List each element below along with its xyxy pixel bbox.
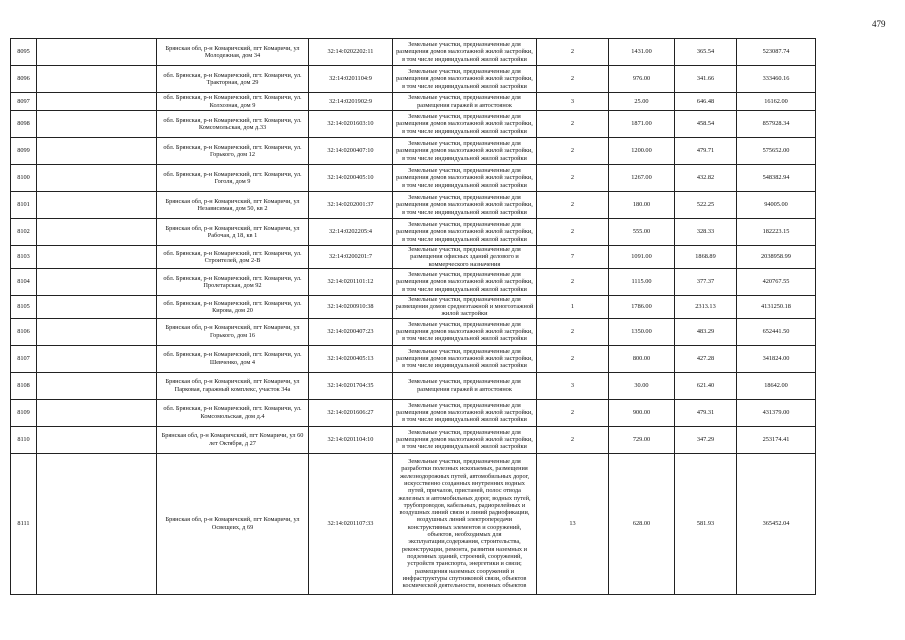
cadastral-number-cell: 32:14:0201606:27 xyxy=(309,399,393,426)
spacer-cell xyxy=(37,93,157,111)
cadastral-number-cell: 32:14:0201107:33 xyxy=(309,453,393,594)
land-use-cell: Земельные участки, предназначенные для размещения гаражей и автостоянок xyxy=(393,372,537,399)
cadastral-number-cell: 32:14:0202202:11 xyxy=(309,39,393,66)
spacer-cell xyxy=(37,372,157,399)
specific-value-cell: 427.28 xyxy=(675,345,737,372)
cadastral-number-cell: 32:14:0200201:7 xyxy=(309,246,393,269)
group-number-cell: 2 xyxy=(537,111,609,138)
row-number: 8103 xyxy=(11,246,37,269)
table-row xyxy=(11,219,816,246)
address-cell: Брянская обл, р-н Комаричский, пгт Комаричи, ул Рабочая, д 18, кв 1 xyxy=(157,219,309,246)
group-number-cell: 2 xyxy=(537,138,609,165)
table-row xyxy=(11,295,816,318)
table-row xyxy=(11,246,816,269)
land-use-cell: Земельные участки, предназначенные для размещения домов малоэтажной жилой застройки, в том числе индивидуальной жилой застройки xyxy=(393,268,537,295)
specific-value-cell: 2313.13 xyxy=(675,295,737,318)
row-number: 8105 xyxy=(11,295,37,318)
page-number: 479 xyxy=(872,19,886,29)
land-use-cell: Земельные участки, предназначенные для размещения гаражей и автостоянок xyxy=(393,93,537,111)
land-use-cell: Земельные участки, предназначенные для размещения домов малоэтажной жилой застройки, в том числе индивидуальной жилой застройки xyxy=(393,165,537,192)
area-cell: 729.00 xyxy=(609,426,675,453)
land-use-cell: Земельные участки, предназначенные для размещения домов малоэтажной жилой застройки, в том числе индивидуальной жилой застройки xyxy=(393,192,537,219)
land-use-cell: Земельные участки, предназначенные для размещения домов малоэтажной жилой застройки, в том числе индивидуальной жилой застройки xyxy=(393,66,537,93)
cadastral-number-cell: 32:14:0201101:12 xyxy=(309,268,393,295)
address-cell: Брянская обл, р-н Комаричский, пгт Комаричи, ул Независимая, дом 50, кв 2 xyxy=(157,192,309,219)
land-use-cell: Земельные участки, предназначенные для размещения домов малоэтажной жилой застройки, в том числе индивидуальной жилой застройки xyxy=(393,39,537,66)
specific-value-cell: 1868.89 xyxy=(675,246,737,269)
table-row xyxy=(11,372,816,399)
area-cell: 1431.00 xyxy=(609,39,675,66)
spacer-cell xyxy=(37,453,157,594)
area-cell: 1091.00 xyxy=(609,246,675,269)
area-cell: 900.00 xyxy=(609,399,675,426)
cadastral-value-cell: 2038958.99 xyxy=(737,246,816,269)
address-cell: обл. Брянская, р-н Комаричский, пгт. Комаричи, ул. Пролетарская, дом 92 xyxy=(157,268,309,295)
area-cell: 628.00 xyxy=(609,453,675,594)
specific-value-cell: 328.33 xyxy=(675,219,737,246)
table-row xyxy=(11,453,816,594)
row-number: 8102 xyxy=(11,219,37,246)
row-number: 8108 xyxy=(11,372,37,399)
cadastral-number-cell: 32:14:0201902:9 xyxy=(309,93,393,111)
cadastral-number-cell: 32:14:0200405:13 xyxy=(309,345,393,372)
land-use-cell: Земельные участки, предназначенные для размещения офисных зданий делового и коммерческого назначения xyxy=(393,246,537,269)
address-cell: Брянская обл, р-н Комаричский, пгт Комаричи, ул Молодежная, дом 34 xyxy=(157,39,309,66)
cadastral-value-cell: 333460.16 xyxy=(737,66,816,93)
land-use-cell: Земельные участки, предназначенные для размещения домов малоэтажной жилой застройки, в том числе индивидуальной жилой застройки xyxy=(393,399,537,426)
area-cell: 1786.00 xyxy=(609,295,675,318)
cadastral-value-cell: 431379.00 xyxy=(737,399,816,426)
address-cell: обл. Брянская, р-н Комаричский, пгт. Комаричи, ул. Гоголя, дом 9 xyxy=(157,165,309,192)
row-number: 8110 xyxy=(11,426,37,453)
specific-value-cell: 479.71 xyxy=(675,138,737,165)
cadastral-number-cell: 32:14:0200407:23 xyxy=(309,318,393,345)
cadastral-number-cell: 32:14:0201104:9 xyxy=(309,66,393,93)
cadastral-value-cell: 253174.41 xyxy=(737,426,816,453)
area-cell: 555.00 xyxy=(609,219,675,246)
land-use-cell: Земельные участки, предназначенные для размещения домов малоэтажной жилой застройки, в том числе индивидуальной жилой застройки xyxy=(393,318,537,345)
address-cell: обл. Брянская, р-н Комаричский, пгт. Комаричи, ул. Комсомольская, дом д.4 xyxy=(157,399,309,426)
area-cell: 976.00 xyxy=(609,66,675,93)
specific-value-cell: 458.54 xyxy=(675,111,737,138)
spacer-cell xyxy=(37,66,157,93)
cadastral-number-cell: 32:14:0202205:4 xyxy=(309,219,393,246)
specific-value-cell: 365.54 xyxy=(675,39,737,66)
table-body xyxy=(11,39,816,595)
area-cell: 1115.00 xyxy=(609,268,675,295)
cadastral-value-table xyxy=(10,38,816,595)
specific-value-cell: 377.37 xyxy=(675,268,737,295)
group-number-cell: 2 xyxy=(537,192,609,219)
row-number: 8109 xyxy=(11,399,37,426)
cadastral-value-cell: 94005.00 xyxy=(737,192,816,219)
address-cell: Брянская обл, р-н Комаричский, пгт Комаричи, ул Парковая, гаражный комплекс, участок 34а xyxy=(157,372,309,399)
specific-value-cell: 522.25 xyxy=(675,192,737,219)
area-cell: 1267.00 xyxy=(609,165,675,192)
table-row xyxy=(11,399,816,426)
land-use-cell: Земельные участки, предназначенные для размещения домов малоэтажной жилой застройки, в том числе индивидуальной жилой застройки xyxy=(393,426,537,453)
cadastral-value-cell: 548382.94 xyxy=(737,165,816,192)
spacer-cell xyxy=(37,246,157,269)
cadastral-value-cell: 182223.15 xyxy=(737,219,816,246)
row-number: 8099 xyxy=(11,138,37,165)
cadastral-number-cell: 32:14:0200910:38 xyxy=(309,295,393,318)
spacer-cell xyxy=(37,111,157,138)
spacer-cell xyxy=(37,268,157,295)
address-cell: обл. Брянская, р-н Комаричский, пгт. Комаричи, ул. Кирова, дом 20 xyxy=(157,295,309,318)
row-number: 8100 xyxy=(11,165,37,192)
group-number-cell: 2 xyxy=(537,318,609,345)
cadastral-value-cell: 365452.04 xyxy=(737,453,816,594)
group-number-cell: 3 xyxy=(537,372,609,399)
row-number: 8106 xyxy=(11,318,37,345)
spacer-cell xyxy=(37,39,157,66)
table-row xyxy=(11,165,816,192)
spacer-cell xyxy=(37,318,157,345)
table-row xyxy=(11,66,816,93)
table-row xyxy=(11,426,816,453)
land-use-cell: Земельные участки, предназначенные для размещения домов среднеэтажной и многоэтажной жилой застройки xyxy=(393,295,537,318)
cadastral-value-cell: 4131250.18 xyxy=(737,295,816,318)
specific-value-cell: 341.66 xyxy=(675,66,737,93)
land-use-cell: Земельные участки, предназначенные для размещения домов малоэтажной жилой застройки, в том числе индивидуальной жилой застройки xyxy=(393,219,537,246)
table-row xyxy=(11,39,816,66)
row-number: 8097 xyxy=(11,93,37,111)
spacer-cell xyxy=(37,219,157,246)
specific-value-cell: 479.31 xyxy=(675,399,737,426)
group-number-cell: 7 xyxy=(537,246,609,269)
table-row xyxy=(11,318,816,345)
specific-value-cell: 621.40 xyxy=(675,372,737,399)
specific-value-cell: 432.82 xyxy=(675,165,737,192)
group-number-cell: 2 xyxy=(537,345,609,372)
row-number: 8095 xyxy=(11,39,37,66)
address-cell: обл. Брянская, р-н Комаричский, пгт. Комаричи, ул. Тракторная, дом 29 xyxy=(157,66,309,93)
table-row xyxy=(11,93,816,111)
row-number: 8111 xyxy=(11,453,37,594)
group-number-cell: 2 xyxy=(537,165,609,192)
address-cell: обл. Брянская, р-н Комаричский, пгт. Комаричи, ул. Колхозная, дом 9 xyxy=(157,93,309,111)
cadastral-number-cell: 32:14:0201603:10 xyxy=(309,111,393,138)
table-row xyxy=(11,345,816,372)
cadastral-value-cell: 420767.55 xyxy=(737,268,816,295)
group-number-cell: 3 xyxy=(537,93,609,111)
address-cell: Брянская обл, р-н Комаричский, пгт Комаричи, ул Горького, дом 16 xyxy=(157,318,309,345)
row-number: 8107 xyxy=(11,345,37,372)
area-cell: 1871.00 xyxy=(609,111,675,138)
group-number-cell: 2 xyxy=(537,219,609,246)
specific-value-cell: 483.29 xyxy=(675,318,737,345)
cadastral-number-cell: 32:14:0200407:10 xyxy=(309,138,393,165)
area-cell: 1350.00 xyxy=(609,318,675,345)
address-cell: обл. Брянская, р-н Комаричский, пгт. Комаричи, ул. Строителей, дом 2-В xyxy=(157,246,309,269)
group-number-cell: 2 xyxy=(537,426,609,453)
area-cell: 180.00 xyxy=(609,192,675,219)
land-use-cell: Земельные участки, предназначенные для размещения домов малоэтажной жилой застройки, в том числе индивидуальной жилой застройки xyxy=(393,138,537,165)
land-use-cell: Земельные участки, предназначенные для размещения домов малоэтажной жилой застройки, в том числе индивидуальной жилой застройки xyxy=(393,111,537,138)
cadastral-value-cell: 575652.00 xyxy=(737,138,816,165)
table-row xyxy=(11,111,816,138)
table-row xyxy=(11,192,816,219)
area-cell: 1200.00 xyxy=(609,138,675,165)
spacer-cell xyxy=(37,192,157,219)
address-cell: Брянская обл, р-н Комаричский, пгт Комаричи, ул Освещеих, д 69 xyxy=(157,453,309,594)
group-number-cell: 2 xyxy=(537,66,609,93)
cadastral-number-cell: 32:14:0202001:37 xyxy=(309,192,393,219)
group-number-cell: 2 xyxy=(537,268,609,295)
cadastral-number-cell: 32:14:0200405:10 xyxy=(309,165,393,192)
group-number-cell: 13 xyxy=(537,453,609,594)
cadastral-value-cell: 341824.00 xyxy=(737,345,816,372)
address-cell: обл. Брянская, р-н Комаричский, пгт. Комаричи, ул. Комсомольская, дом д.33 xyxy=(157,111,309,138)
address-cell: Брянская обл, р-н Комаричский, пгт Комаричи, ул 60 лет Октября, д 27 xyxy=(157,426,309,453)
land-use-cell: Земельные участки, предназначенные для размещения домов малоэтажной жилой застройки, в том числе индивидуальной жилой застройки xyxy=(393,345,537,372)
spacer-cell xyxy=(37,295,157,318)
cadastral-number-cell: 32:14:0201104:10 xyxy=(309,426,393,453)
cadastral-number-cell: 32:14:0201704:35 xyxy=(309,372,393,399)
row-number: 8098 xyxy=(11,111,37,138)
spacer-cell xyxy=(37,138,157,165)
cadastral-value-cell: 18642.00 xyxy=(737,372,816,399)
spacer-cell xyxy=(37,165,157,192)
specific-value-cell: 646.48 xyxy=(675,93,737,111)
cadastral-value-cell: 16162.00 xyxy=(737,93,816,111)
cadastral-value-cell: 652441.50 xyxy=(737,318,816,345)
address-cell: обл. Брянская, р-н Комаричский, пгт. Комаричи, ул. Горького, дом 12 xyxy=(157,138,309,165)
area-cell: 25.00 xyxy=(609,93,675,111)
specific-value-cell: 581.93 xyxy=(675,453,737,594)
area-cell: 30.00 xyxy=(609,372,675,399)
land-use-cell: Земельные участки, предназначенные для разработки полезных ископаемых, размещения железнодорожных путей, автомобильных дорог, искусственно созданных внутренних водных путей, причалов, пристаней, полос отвода железных и автомобильных дорог, водных путей, трубопроводов, кабельных, радиорелейных и воздушных линий связи и линий радиофикации, воздушных линий электропередачи конструктивных элементов и сооружений, объектов, необходимых для эксплуатации,содержания, строительства, реконструкции, ремонта, развития наземных и подземных зданий, строений, сооружений, устройств транспорта, энергетики и связи; размещения наземных сооружений и инфраструктуры спутниковой связи, объектов космической деятельности, военных объектов xyxy=(393,453,537,594)
area-cell: 800.00 xyxy=(609,345,675,372)
group-number-cell: 2 xyxy=(537,39,609,66)
group-number-cell: 1 xyxy=(537,295,609,318)
spacer-cell xyxy=(37,399,157,426)
address-cell: обл. Брянская, р-н Комаричский, пгт. Комаричи, ул. Шевченко, дом 4 xyxy=(157,345,309,372)
specific-value-cell: 347.29 xyxy=(675,426,737,453)
row-number: 8101 xyxy=(11,192,37,219)
spacer-cell xyxy=(37,426,157,453)
spacer-cell xyxy=(37,345,157,372)
table-row xyxy=(11,138,816,165)
cadastral-value-cell: 857928.34 xyxy=(737,111,816,138)
row-number: 8096 xyxy=(11,66,37,93)
row-number: 8104 xyxy=(11,268,37,295)
cadastral-value-cell: 523087.74 xyxy=(737,39,816,66)
table-row xyxy=(11,268,816,295)
group-number-cell: 2 xyxy=(537,399,609,426)
